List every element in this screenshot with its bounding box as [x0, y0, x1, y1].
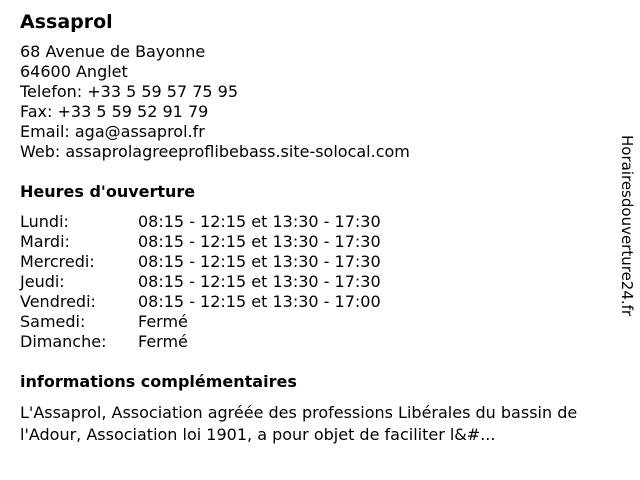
day-times: Fermé	[138, 312, 188, 331]
day-label: Mercredi:	[20, 252, 95, 271]
email-label: Email:	[20, 122, 75, 141]
day-times: Fermé	[138, 332, 188, 351]
address-street: 68 Avenue de Bayonne	[20, 42, 206, 61]
hours-row-lundi	[20, 212, 590, 232]
day-label: Vendredi:	[20, 292, 96, 311]
hours-row-jeudi	[20, 272, 590, 292]
day-label: Lundi:	[20, 212, 69, 231]
hours-table	[20, 212, 590, 352]
info-heading: informations complémentaires	[20, 372, 297, 391]
day-times: 08:15 - 12:15 et 13:30 - 17:00	[138, 292, 381, 311]
hours-row-mercredi	[20, 252, 590, 272]
address-city: 64600 Anglet	[20, 62, 128, 81]
hours-heading: Heures d'ouverture	[20, 182, 196, 201]
email-value[interactable]: aga@assaprol.fr	[74, 122, 205, 141]
hours-row-dimanche	[20, 332, 590, 352]
day-label: Mardi:	[20, 232, 70, 251]
hours-row-mardi	[20, 232, 590, 252]
web-line	[20, 142, 590, 162]
day-label: Samedi:	[20, 312, 86, 331]
day-times: 08:15 - 12:15 et 13:30 - 17:30	[138, 212, 381, 231]
day-label: Jeudi:	[20, 272, 65, 291]
hours-row-vendredi	[20, 292, 590, 312]
info-description: L'Assaprol, Association agréée des professions Libérales du bassin de l'Adour, Association loi 1901, a pour objet de faciliter l&#...	[20, 403, 578, 444]
hours-row-samedi	[20, 312, 590, 332]
business-card	[20, 10, 590, 446]
web-label: Web:	[20, 142, 66, 161]
day-times: 08:15 - 12:15 et 13:30 - 17:30	[138, 272, 381, 291]
fax-line: Fax: +33 5 59 52 91 79	[20, 102, 209, 121]
email-line	[20, 122, 590, 142]
day-label: Dimanche:	[20, 332, 107, 351]
site-watermark: Horairesdouverture24.fr	[618, 135, 636, 317]
web-value[interactable]: assaprolagreeproflibebass.site-solocal.com	[65, 142, 410, 161]
day-times: 08:15 - 12:15 et 13:30 - 17:30	[138, 232, 381, 251]
business-name: Assaprol	[20, 11, 113, 33]
phone-line: Telefon: +33 5 59 57 75 95	[20, 82, 239, 101]
day-times: 08:15 - 12:15 et 13:30 - 17:30	[138, 252, 381, 271]
